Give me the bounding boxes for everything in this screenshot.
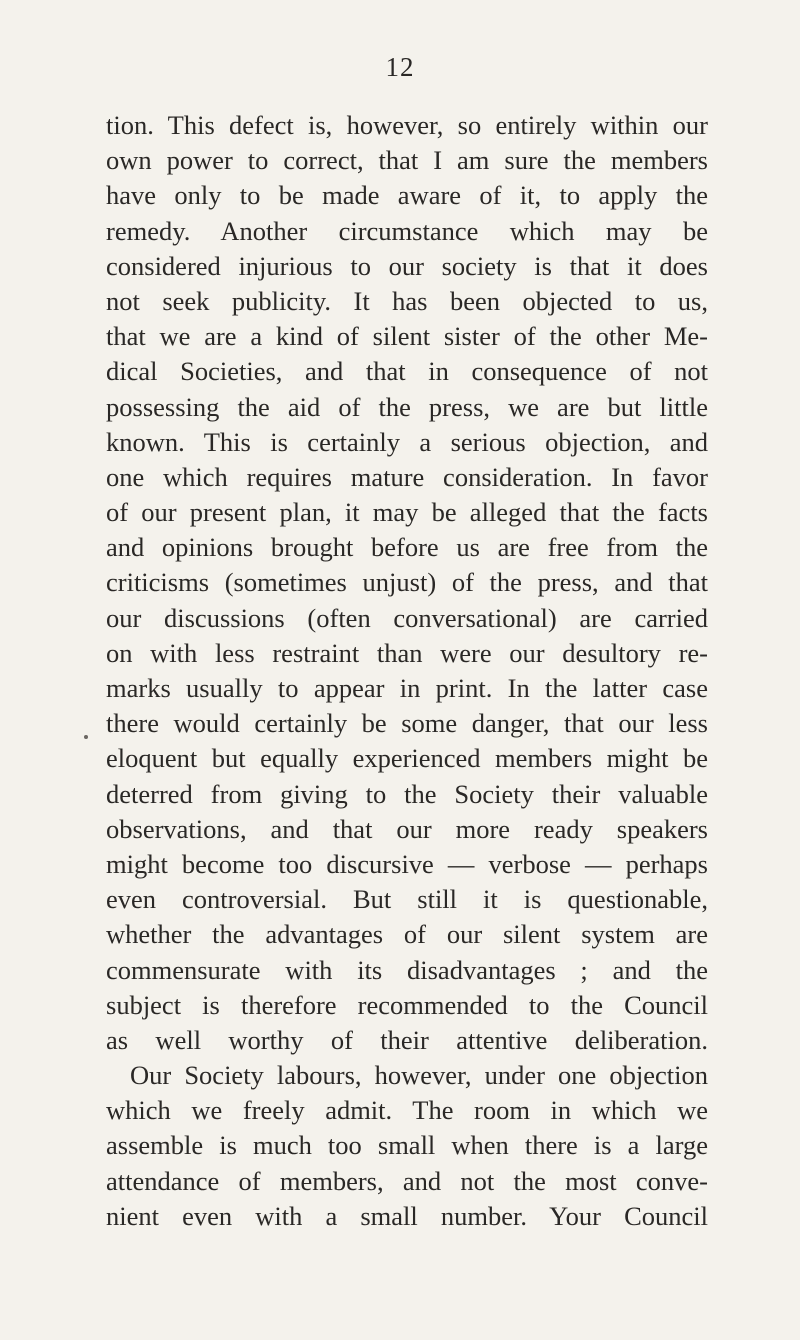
text-line: marks usually to appear in print. In the latter case bbox=[106, 673, 708, 703]
text-line: and opinions brought before us are free from the bbox=[106, 532, 708, 563]
text-line: attendance of members, and not the most conve- bbox=[106, 1165, 708, 1196]
text-line: subject is therefore recommended to the Council bbox=[106, 989, 708, 1020]
text-line: of our present plan, it may be alleged that the facts bbox=[106, 497, 708, 528]
text-line: deterred from giving to the Society their valuable bbox=[106, 778, 708, 809]
text-line: commensurate with its disadvantages ; and the bbox=[106, 954, 708, 985]
text-line: might become too discursive — verbose — perhaps bbox=[106, 848, 708, 879]
text-line: dical Societies, and that in consequence of not bbox=[106, 356, 708, 387]
text-line: our discussions (often conversational) are carried bbox=[106, 602, 708, 633]
text-line: tion. This defect is, however, so entirely within our bbox=[106, 110, 708, 140]
text-line: own power to correct, that I am sure the members bbox=[106, 145, 708, 176]
text-line: nient even with a small number. Your Council bbox=[106, 1200, 708, 1231]
text-line: considered injurious to our society is that it does bbox=[106, 250, 708, 281]
text-line: that we are a kind of silent sister of the other Me- bbox=[106, 321, 708, 352]
text-line: remedy. Another circumstance which may be bbox=[106, 215, 708, 246]
text-line: even controversial. But still it is questionable, bbox=[106, 884, 708, 915]
page-number: 12 bbox=[385, 52, 415, 82]
text-line: not seek publicity. It has been objected to us, bbox=[106, 285, 708, 316]
text-line: have only to be made aware of it, to apply the bbox=[106, 180, 708, 211]
text-line: whether the advantages of our silent system are bbox=[106, 919, 708, 950]
text-line: known. This is certainly a serious objection, and bbox=[106, 426, 708, 457]
text-line: which we freely admit. The room in which we bbox=[106, 1095, 708, 1126]
margin-mark bbox=[84, 735, 88, 739]
text-line: observations, and that our more ready speakers bbox=[106, 813, 708, 844]
text-line: assemble is much too small when there is a large bbox=[106, 1130, 708, 1161]
text-line: on with less restraint than were our desultory re- bbox=[106, 637, 708, 668]
text-line: possessing the aid of the press, we are but little bbox=[106, 391, 708, 422]
text-line: as well worthy of their attentive deliberation. bbox=[106, 1024, 708, 1055]
text-line: criticisms (sometimes unjust) of the press, and that bbox=[106, 567, 708, 598]
text-line: eloquent but equally experienced members might be bbox=[106, 743, 708, 774]
text-line: there would certainly be some danger, that our less bbox=[106, 708, 708, 739]
text-line-paragraph-start: Our Society labours, however, under one objection bbox=[130, 1060, 708, 1091]
body-text bbox=[106, 108, 708, 1234]
text-line: one which requires mature consideration. In favor bbox=[106, 461, 708, 492]
